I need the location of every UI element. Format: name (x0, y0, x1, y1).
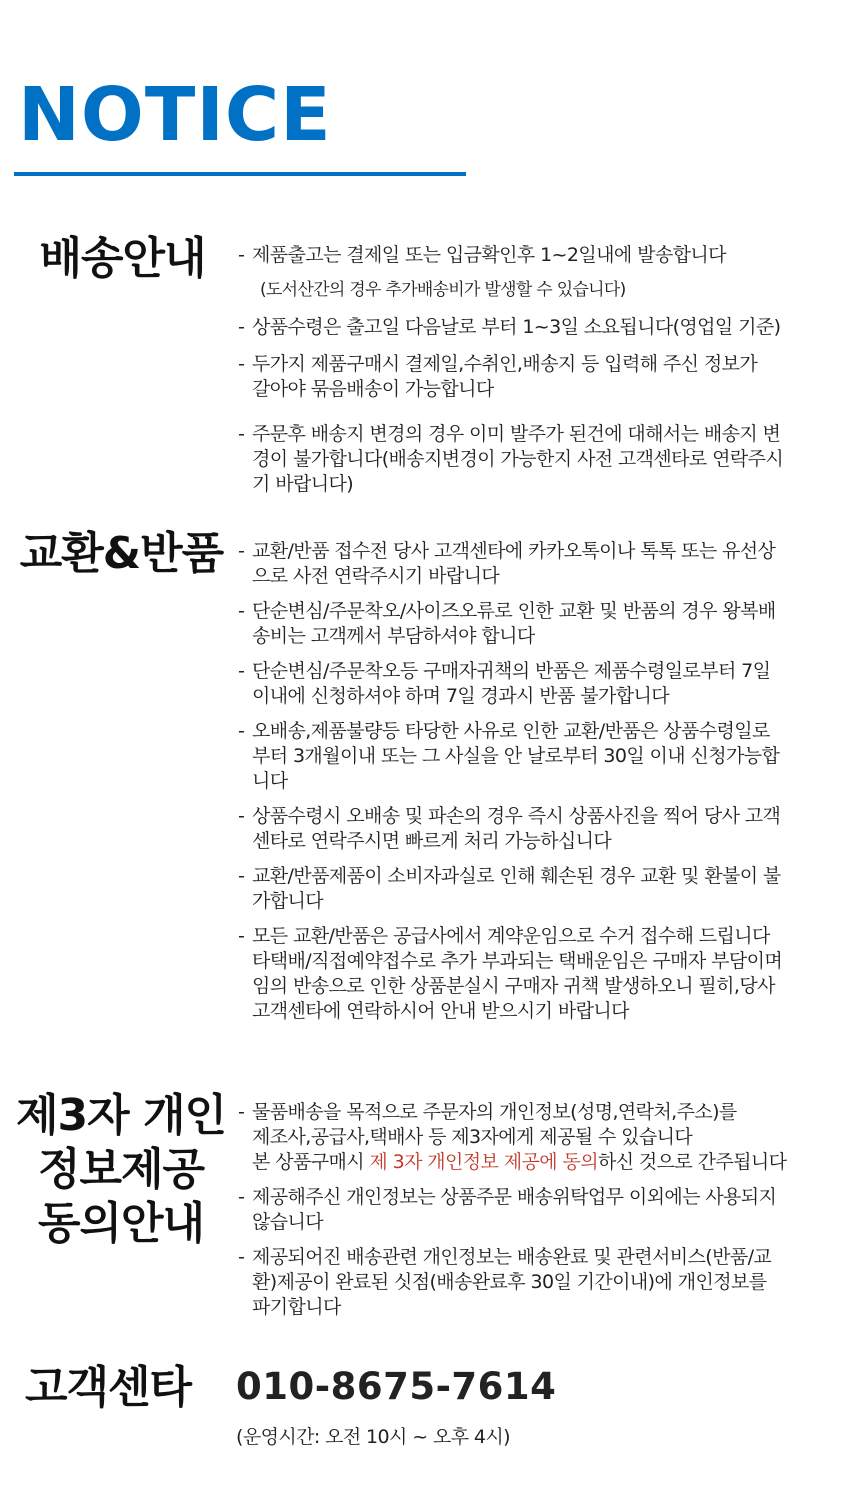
shipping-note: (도서산간의 경우 추가배송비가 발생할 수 있습니다) (260, 280, 626, 300)
list-item-text: 제공되어진 배송관련 개인정보는 배송완료 및 관련서비스(반품/교 환)제공이 완료된 싯점(배송완료후 30일 기간이내)에 개인정보를 파기합니다 (252, 1246, 772, 1318)
bullet-dash: - (238, 316, 245, 338)
bullet-dash: - (238, 1186, 245, 1208)
list-item-text: 제공해주신 개인정보는 상품주문 배송위탁업무 이외에는 사용되지 않습니다 (252, 1186, 777, 1233)
list-item-text (252, 1100, 850, 1175)
list-item (238, 1100, 850, 1175)
list-item-text: 교환/반품 접수전 당사 고객센타에 카카오톡이나 톡톡 또는 유선상 으로 사전 연락주시기 바랍니다 (252, 540, 776, 587)
list-item (238, 1185, 850, 1235)
list-item-text: 단순변심/주문착오/사이즈오류로 인한 교환 및 반품의 경우 왕복배 송비는 고객께서 부담하셔야 합니다 (252, 600, 776, 647)
list-item-text: 교환/반품제품이 소비자과실로 인해 훼손된 경우 교환 및 환불이 불 가합니다 (252, 865, 781, 912)
exchange-list (238, 539, 850, 1024)
bullet-dash: - (238, 600, 245, 622)
bullet-dash: - (238, 865, 245, 887)
list-item (238, 1245, 850, 1320)
list-item-text: 제품출고는 결제일 또는 입금확인후 1~2일내에 발송합니다 (252, 244, 726, 266)
list-item (238, 243, 850, 268)
bullet-dash: - (238, 423, 245, 445)
privacy-list (238, 1100, 850, 1320)
bullet-dash: - (238, 720, 245, 742)
list-item (238, 315, 850, 340)
consent-suffix: 하신 것으로 간주됩니다 (597, 1151, 787, 1173)
bullet-dash: - (238, 244, 245, 266)
bullet-dash: - (238, 805, 245, 827)
list-item (238, 924, 850, 1024)
bullet-dash: - (238, 1246, 245, 1268)
list-item (238, 422, 850, 497)
list-item (238, 659, 850, 709)
shipping-list (238, 243, 850, 497)
list-item-text: 두가지 제품구매시 결제일,수취인,배송지 등 입력해 주신 정보가 갈아야 묶음배송이 가능합니다 (252, 353, 758, 400)
list-item (238, 719, 850, 794)
exchange-section-title: 교환&반품 (19, 528, 224, 579)
operating-hours: (운영시간: 오전 10시 ~ 오후 4시) (236, 1426, 510, 1448)
list-item (238, 352, 850, 402)
privacy-section-title: 제3자 개인 정보제공 동의안내 (16, 1090, 226, 1249)
consent-text: 물품배송을 목적으로 주문자의 개인정보(성명,연락처,주소)를 제조사,공급사,택배사 등 제3자에게 제공될 수 있습니다 본 상품구매시 (252, 1101, 737, 1173)
contact-section-title: 고객센타 (24, 1362, 191, 1413)
list-item-text: 모든 교환/반품은 공급사에서 계약운임으로 수거 접수해 드립니다 타택배/직접예약접수로 추가 부과되는 택배운임은 구매자 부담이며 임의 반송으로 인한 상품분실시 구매자 귀책 발생하오니 필히,당사 고객센타에 연락하시어 안내 받으시기 바랍니다 (252, 925, 783, 1022)
notice-divider (14, 172, 466, 176)
shipping-section-title: 배송안내 (39, 233, 206, 284)
bullet-dash: - (238, 925, 245, 947)
bullet-dash: - (238, 1101, 245, 1123)
bullet-dash: - (238, 540, 245, 562)
list-item-text: 상품수령은 출고일 다음날로 부터 1~3일 소요됩니다(영업일 기준) (252, 316, 781, 338)
list-item-text: 단순변심/주문착오등 구매자귀책의 반품은 제품수령일로부터 7일 이내에 신청하셔야 하며 7일 경과시 반품 불가합니다 (252, 660, 771, 707)
bullet-dash: - (238, 660, 245, 682)
list-item-text: 주문후 배송지 변경의 경우 이미 발주가 된건에 대해서는 배송지 변 경이 불가합니다(배송지변경이 가능한지 사전 고객센타로 연락주시 기 바랍니다) (252, 423, 784, 495)
notice-title: NOTICE (18, 72, 332, 158)
list-item (238, 599, 850, 649)
list-item (238, 539, 850, 589)
list-item (238, 804, 850, 854)
bullet-dash: - (238, 353, 245, 375)
phone-number[interactable]: 010-8675-7614 (236, 1365, 557, 1408)
list-item (238, 864, 850, 914)
consent-highlight: 제 3자 개인정보 제공에 동의 (369, 1151, 598, 1173)
list-item-text: 오배송,제품불량등 타당한 사유로 인한 교환/반품은 상품수령일로 부터 3개월이내 또는 그 사실을 안 날로부터 30일 이내 신청가능합 니다 (252, 720, 780, 792)
list-item-text: 상품수령시 오배송 및 파손의 경우 즉시 상품사진을 찍어 당사 고객 센타로 연락주시면 빠르게 처리 가능하십니다 (252, 805, 781, 852)
